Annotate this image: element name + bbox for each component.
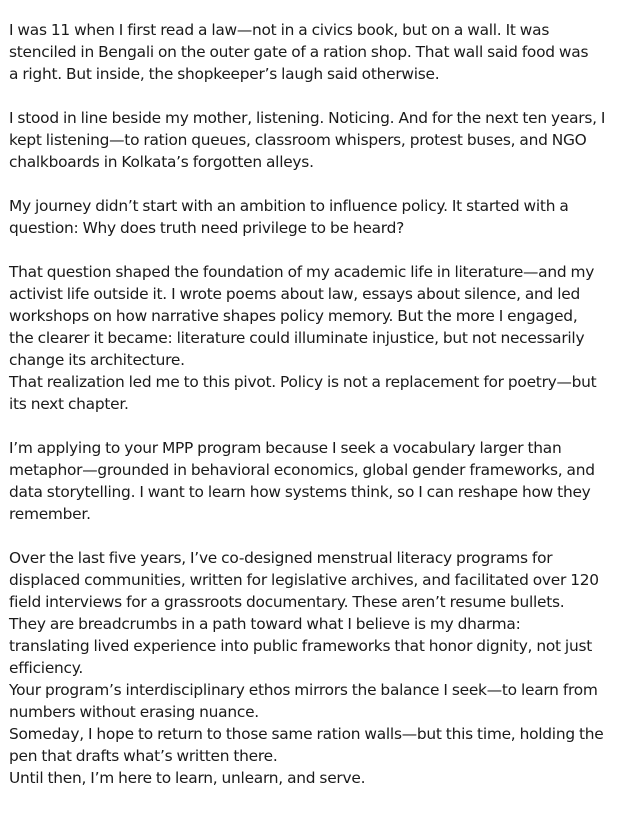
text-line: That realization led me to this pivot. Policy is not a replacement for poetry—but — [9, 373, 597, 391]
text-line: activist life outside it. I wrote poems about law, essays about silence, and led — [9, 285, 580, 303]
text-line: My journey didn’t start with an ambition to influence policy. It started with a — [9, 197, 569, 215]
text-line: kept listening—to ration queues, classroom whispers, protest buses, and NGO — [9, 131, 587, 149]
paragraph-10 — [9, 767, 627, 789]
text-line: I’m applying to your MPP program because I seek a vocabulary larger than — [9, 439, 562, 457]
paragraph-3 — [9, 195, 627, 239]
text-line: displaced communities, written for legislative archives, and facilitated over 120 — [9, 571, 599, 589]
text-line: field interviews for a grassroots documentary. These aren’t resume bullets. — [9, 593, 565, 611]
text-line: metaphor—grounded in behavioral economics, global gender frameworks, and — [9, 461, 595, 479]
text-line: change its architecture. — [9, 351, 185, 369]
text-line: the clearer it became: literature could illuminate injustice, but not necessarily — [9, 329, 585, 347]
essay-body — [9, 19, 627, 789]
text-line: Over the last five years, I’ve co-designed menstrual literacy programs for — [9, 549, 553, 567]
text-line: Your program’s interdisciplinary ethos mirrors the balance I seek—to learn from — [9, 681, 598, 699]
text-line: its next chapter. — [9, 395, 129, 413]
text-line: stenciled in Bengali on the outer gate of a ration shop. That wall said food was — [9, 43, 589, 61]
text-line: translating lived experience into public frameworks that honor dignity, not just — [9, 637, 593, 655]
text-line: pen that drafts what’s written there. — [9, 747, 278, 765]
text-line: question: Why does truth need privilege to be heard? — [9, 219, 405, 237]
text-line: Someday, I hope to return to those same ration walls—but this time, holding the — [9, 725, 604, 743]
paragraph-1 — [9, 19, 627, 85]
paragraph-gap — [9, 525, 627, 547]
text-line: efficiency. — [9, 659, 84, 677]
paragraph-9 — [9, 723, 627, 767]
paragraph-2 — [9, 107, 627, 173]
text-line: Until then, I’m here to learn, unlearn, and serve. — [9, 769, 366, 787]
paragraph-gap — [9, 173, 627, 195]
text-line: That question shaped the foundation of my academic life in literature—and my — [9, 263, 595, 281]
paragraph-6 — [9, 437, 627, 525]
text-line: I stood in line beside my mother, listening. Noticing. And for the next ten years, I — [9, 109, 606, 127]
paragraph-7 — [9, 547, 627, 679]
paragraph-5 — [9, 371, 627, 415]
text-line: I was 11 when I first read a law—not in a civics book, but on a wall. It was — [9, 21, 550, 39]
text-line: workshops on how narrative shapes policy memory. But the more I engaged, — [9, 307, 578, 325]
text-line: remember. — [9, 505, 91, 523]
text-line: numbers without erasing nuance. — [9, 703, 259, 721]
paragraph-8 — [9, 679, 627, 723]
text-line: a right. But inside, the shopkeeper’s laugh said otherwise. — [9, 65, 440, 83]
paragraph-gap — [9, 85, 627, 107]
paragraph-gap — [9, 415, 627, 437]
text-line: chalkboards in Kolkata’s forgotten alleys. — [9, 153, 314, 171]
paragraph-4 — [9, 261, 627, 371]
text-line: They are breadcrumbs in a path toward what I believe is my dharma: — [9, 615, 521, 633]
text-line: data storytelling. I want to learn how systems think, so I can reshape how they — [9, 483, 591, 501]
paragraph-gap — [9, 239, 627, 261]
